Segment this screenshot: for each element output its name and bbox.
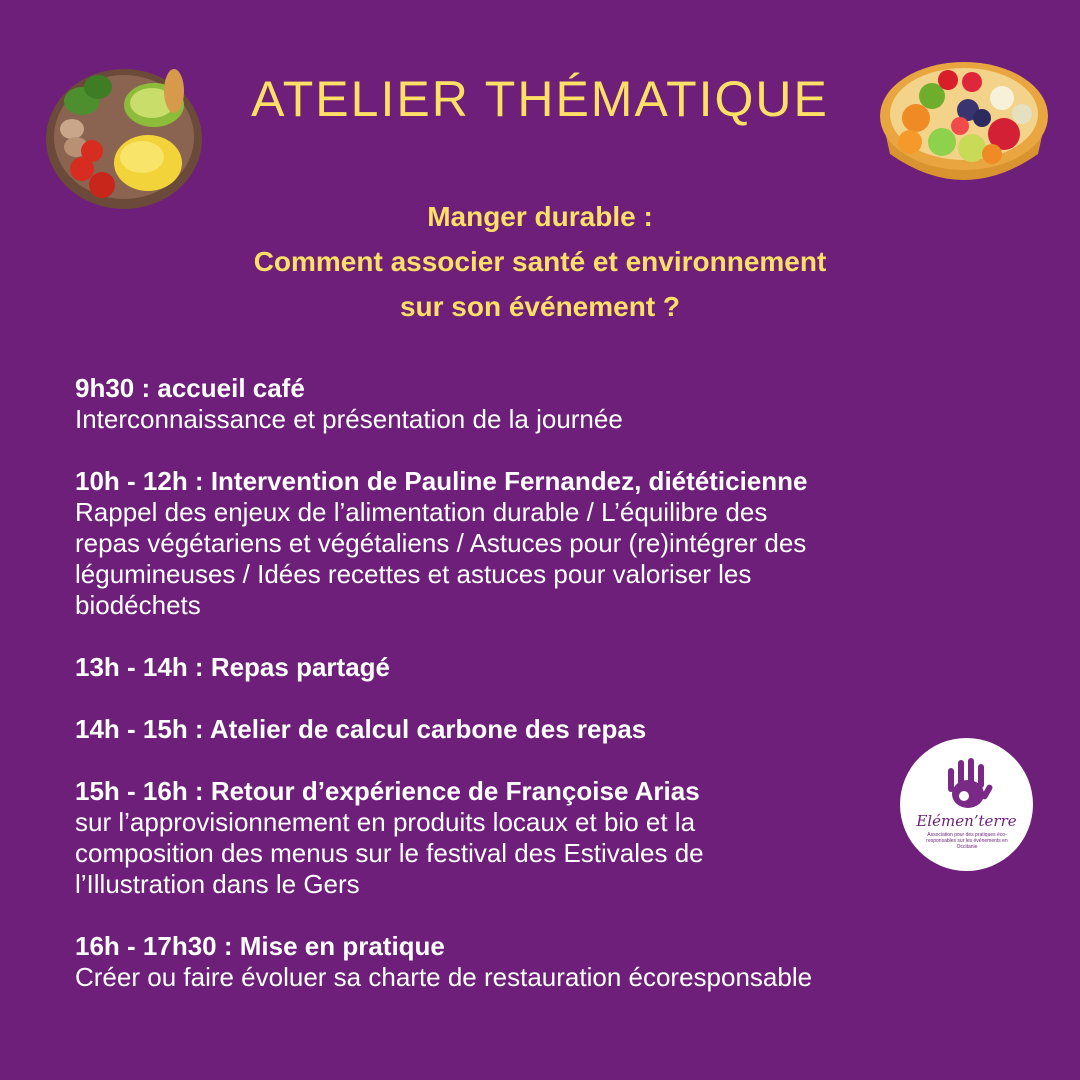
program-slot [75, 776, 1035, 900]
program-slot [75, 466, 1035, 621]
hand-print-icon [938, 756, 996, 812]
slot-description: légumineuses / Idées recettes et astuces pour valoriser les [75, 559, 752, 589]
subtitle-line: Comment associer santé et environnement [253, 246, 827, 277]
logo-name: Elémen’terre [916, 812, 1017, 830]
slot-heading: 15h - 16h : Retour d’expérience de Françoise Arias [75, 776, 700, 806]
program-slot [75, 373, 1035, 435]
fruit-tart-icon [876, 58, 1052, 198]
page-title: ATELIER THÉMATIQUE [251, 71, 829, 127]
program-slot [75, 714, 1035, 745]
subtitle-line: Manger durable : [427, 201, 653, 232]
organization-logo [900, 738, 1033, 871]
subtitle-line: sur son événement ? [399, 291, 681, 322]
program-schedule [75, 373, 1035, 1024]
slot-description: biodéchets [75, 590, 201, 620]
slot-description: repas végétariens et végétaliens / Astuces pour (re)intégrer des [75, 528, 807, 558]
slot-heading: 16h - 17h30 : Mise en pratique [75, 931, 445, 961]
slot-heading: 9h30 : accueil café [75, 373, 305, 403]
event-subtitle [0, 194, 1080, 329]
slot-heading: 10h - 12h : Intervention de Pauline Fernandez, diététicienne [75, 466, 808, 496]
logo-tagline: Association pour des pratiques éco-responsables sur les événements en Occitanie [926, 832, 1008, 850]
slot-description: composition des menus sur le festival des Estivales de [75, 838, 704, 868]
program-slot [75, 931, 1035, 993]
slot-heading: 14h - 15h : Atelier de calcul carbone des repas [75, 714, 647, 744]
slot-description: Créer ou faire évoluer sa charte de restauration écoresponsable [75, 962, 813, 992]
slot-description: Rappel des enjeux de l’alimentation durable / L’équilibre des [75, 497, 768, 527]
slot-heading: 13h - 14h : Repas partagé [75, 652, 390, 682]
program-slot [75, 652, 1035, 683]
slot-description: Interconnaissance et présentation de la journée [75, 404, 623, 434]
slot-description: l’Illustration dans le Gers [75, 869, 360, 899]
slot-description: sur l’approvisionnement en produits locaux et bio et la [75, 807, 696, 837]
